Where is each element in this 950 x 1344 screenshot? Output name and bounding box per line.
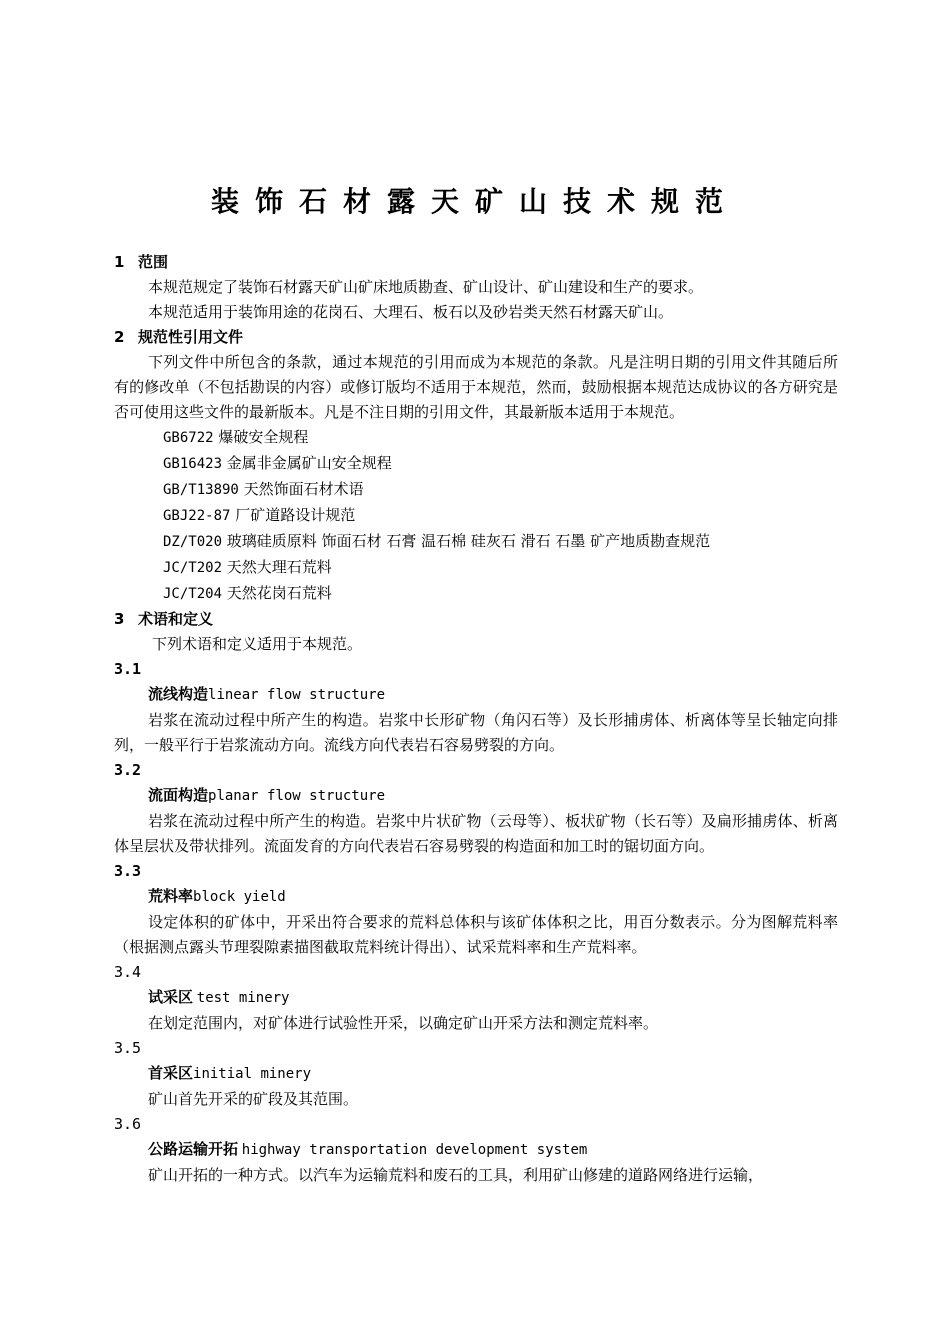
- paragraph-text: 凡是注明日期的引用文件其随后所有的修改单（不包括勘误的内容）或修订版均不适用于本规范，然而，鼓励根据本规范达成协议的各方研究是否可使用这些文件的最新版本。凡是不注日期的引用文件，其最新版本适用于本规范。: [114, 353, 838, 421]
- reference-item: [114, 555, 838, 581]
- term-chinese: 荒料率: [148, 887, 194, 905]
- reference-code: GBJ22-87: [163, 508, 231, 524]
- reference-code: GB16423: [163, 456, 223, 472]
- term-heading: [114, 1061, 838, 1087]
- term-number: 3.6: [114, 1115, 142, 1133]
- term-number: 3.5: [114, 1039, 142, 1057]
- term-chinese: 试采区: [148, 988, 194, 1006]
- reference-item: [114, 581, 838, 607]
- reference-item: [114, 477, 838, 503]
- term-definition: 矿山开拓的一种方式。以汽车为运输荒料和废石的工具，利用矿山修建的道路网络进行运输，: [148, 1166, 764, 1184]
- paragraph: 下列术语和定义适用于本规范。: [152, 635, 363, 653]
- term-english: test minery: [196, 990, 290, 1006]
- reference-code: JC/T202: [163, 560, 223, 576]
- paragraph: [114, 350, 838, 425]
- reference-code: GB/T13890: [163, 482, 239, 498]
- term-number: 3.2: [114, 761, 142, 779]
- term-number: 3.1: [114, 660, 142, 678]
- section-title: 规范性引用文件: [138, 328, 244, 346]
- term-definition: 岩浆在流动过程中所产生的构造。岩浆中片状矿物（云母等）、板状矿物（长石等）及扁形捕虏体、析离体呈层状及带状排列。流面发育的方向代表岩石容易劈裂的构造面和加工时的锯切面方向。: [114, 812, 838, 855]
- term-definition: 岩浆在流动过程中所产生的构造。岩浆中长形矿物（角闪石等）及长形捕虏体、析离体等呈长轴定向排列，一般平行于岩浆流动方向。流线方向代表岩石容易劈裂的方向。: [114, 711, 838, 754]
- term-english: highway transportation development system: [241, 1142, 588, 1158]
- term-english: planar flow structure: [208, 788, 386, 804]
- section-title: 范围: [138, 253, 169, 271]
- term-chinese: 公路运输开拓: [148, 1140, 239, 1158]
- term-heading: [114, 1137, 838, 1163]
- term-english: block yield: [193, 889, 286, 905]
- reference-name: 天然大理石荒料: [226, 558, 332, 576]
- term-definition: 在划定范围内，对矿体进行试验性开采，以确定矿山开采方法和测定荒料率。: [148, 1014, 659, 1032]
- reference-item: [114, 503, 838, 529]
- reference-name: 玻璃硅质原料 饰面石材 石膏 温石棉 硅灰石 滑石 石墨 矿产地质勘查规范: [226, 532, 711, 550]
- reference-code: JC/T204: [163, 586, 223, 602]
- term-chinese: 流面构造: [148, 786, 209, 804]
- reference-item: [114, 425, 838, 451]
- section-title: 术语和定义: [138, 610, 214, 628]
- term-heading: [114, 985, 838, 1011]
- term-definition: 设定体积的矿体中，开采出符合要求的荒料总体积与该矿体体积之比，用百分数表示。分为图解荒料率（根据测点露头节理裂隙素描图截取荒料统计得出）、试采荒料率和生产荒料率。: [114, 913, 838, 956]
- section-number: 3: [114, 610, 125, 628]
- reference-name: 金属非金属矿山安全规程: [226, 454, 392, 472]
- paragraph: 本规范规定了装饰石材露天矿山矿床地质勘查、矿山设计、矿山建设和生产的要求。: [148, 278, 704, 296]
- section-number: 2: [114, 328, 125, 346]
- section-heading: [114, 250, 838, 275]
- section-heading: [114, 607, 838, 632]
- reference-item: [114, 451, 838, 477]
- document-title: 装饰石材露天矿山技术规范: [210, 185, 739, 218]
- term-heading: [114, 682, 838, 708]
- term-chinese: 流线构造: [148, 685, 209, 703]
- section-number: 1: [114, 253, 125, 271]
- reference-item: [114, 529, 838, 555]
- term-number: 3.4: [114, 963, 142, 981]
- paragraph: 本规范适用于装饰用途的花岗石、大理石、板石以及砂岩类天然石材露天矿山。: [148, 303, 674, 321]
- reference-name: 天然饰面石材术语: [243, 480, 364, 498]
- reference-name: 天然花岗石荒料: [226, 584, 332, 602]
- reference-name: 厂矿道路设计规范: [235, 506, 356, 524]
- term-english: initial minery: [193, 1066, 312, 1082]
- term-chinese: 首采区: [148, 1064, 194, 1082]
- term-heading: [114, 884, 838, 910]
- reference-code: DZ/T020: [163, 534, 223, 550]
- reference-code: GB6722: [163, 430, 214, 446]
- term-english: linear flow structure: [208, 687, 386, 703]
- term-heading: [114, 783, 838, 809]
- document-body: [114, 250, 838, 1188]
- term-definition: 矿山首先开采的矿段及其范围。: [148, 1090, 359, 1108]
- section-heading: [114, 325, 838, 350]
- term-number: 3.3: [114, 862, 142, 880]
- reference-name: 爆破安全规程: [218, 428, 309, 446]
- paragraph-text: 下列文件中所包含的条款，通过本规范的引用而成为本规范的条款。: [148, 353, 609, 371]
